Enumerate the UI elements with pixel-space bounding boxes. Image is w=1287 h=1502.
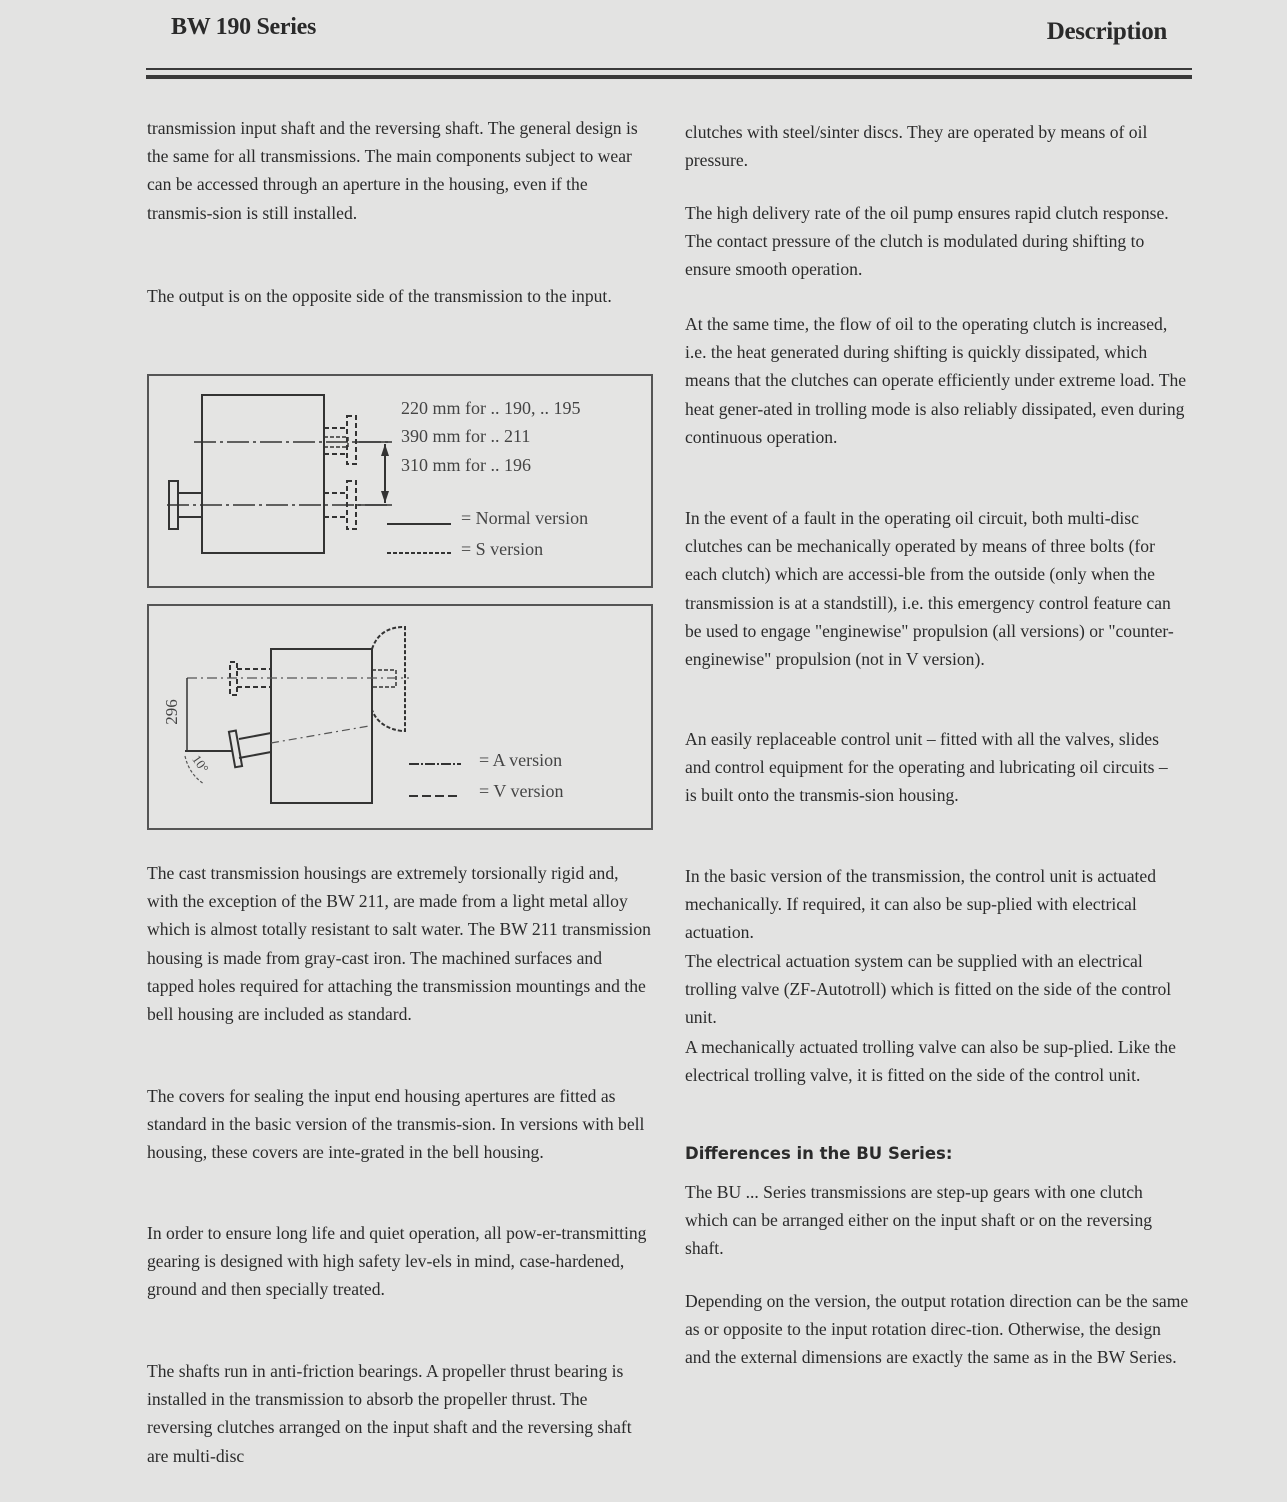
paragraph-electrical-actuation: The electrical actuation system can be supplied with an electrical trolling valve (ZF-Autotroll) which is fitted on the side of the control unit. bbox=[685, 951, 1172, 1028]
bu-series-heading: Differences in the BU Series: bbox=[685, 1144, 953, 1163]
series-title: BW 190 Series bbox=[171, 14, 316, 40]
legend-a-version: = A version bbox=[479, 750, 563, 770]
paragraph-input-shaft: transmission input shaft and the reversing shaft. The general design is the same for all transmissions. The main components subject to wear can be accessed through an aperture in the housing, even if the transmis-sion is still installed. bbox=[147, 118, 638, 223]
figure-version-angles bbox=[147, 604, 653, 830]
angle-label: 10° bbox=[189, 751, 212, 776]
legend-v-version: = V version bbox=[479, 781, 564, 801]
paragraph-control-unit: An easily replaceable control unit – fitted with all the valves, slides and control equipment for the operating and lubricating oil circuits – is built onto the transmis-sion housing. bbox=[685, 729, 1168, 806]
offset-dimension-label: 296 bbox=[161, 699, 181, 725]
figure-shaft-offset bbox=[147, 374, 653, 588]
legend-s-version: = S version bbox=[461, 539, 544, 559]
paragraph-covers: The covers for sealing the input end housing apertures are fitted as standard in the basic version of the transmis-sion. In versions with bell housing, these covers are inte-grated in the bell housing. bbox=[147, 1086, 645, 1163]
paragraph-housing: The cast transmission housings are extremely torsionally rigid and, with the exception of the BW 211, are made from a light metal alloy which is almost totally resistant to salt water. The BW 211 transmission housing is made from gray-cast iron. The machined surfaces and tapped holes required for attaching the transmission mountings and the bell housing are included as standard. bbox=[147, 863, 651, 1025]
section-title: Description bbox=[1046, 18, 1167, 45]
header-rule-thin bbox=[146, 68, 1192, 70]
paragraph-fault: In the event of a fault in the operating oil circuit, both multi-disc clutches can be mechanically operated by means of three bolts (for each clutch) which are accessi-ble from the outside (only when the transmission is at a standstill), i.e. this emergency control feature can be used to engage "enginewise" propulsion (all versions) or "counter-enginewise" propulsion (not in V version). bbox=[685, 508, 1174, 670]
header-rule-thick bbox=[146, 75, 1192, 79]
dimension-label-196: 310 mm for .. 196 bbox=[401, 455, 531, 475]
paragraph-bearings: The shafts run in anti-friction bearings. A propeller thrust bearing is installed in the transmission to absorb the propeller thrust. The reversing clutches arranged on the input shaft and the reversing shaft are multi-disc bbox=[147, 1361, 632, 1466]
paragraph-oil-flow: At the same time, the flow of oil to the operating clutch is increased, i.e. the heat generated during shifting is quickly dissipated, which means that the clutches can operate efficiently under extreme load. The heat gener-ated in trolling mode is also reliably dissipated, even during continuous operation. bbox=[685, 314, 1187, 447]
legend-normal-version: = Normal version bbox=[461, 508, 589, 528]
paragraph-oil-pump: The high delivery rate of the oil pump ensures rapid clutch response. The contact pressure of the clutch is modulated during shifting to ensure smooth operation. bbox=[685, 203, 1169, 280]
paragraph-basic-version: In the basic version of the transmission, the control unit is actuated mechanically. If required, it can also be sup-plied with electrical actuation. bbox=[685, 866, 1157, 943]
dimension-label-211: 390 mm for .. 211 bbox=[401, 426, 531, 446]
paragraph-mechanical-trolling: A mechanically actuated trolling valve can also be sup-plied. Like the electrical trolling valve, it is fitted on the side of the control unit. bbox=[685, 1037, 1176, 1086]
paragraph-clutches: clutches with steel/sinter discs. They are operated by means of oil pressure. bbox=[685, 122, 1148, 171]
paragraph-gearing: In order to ensure long life and quiet operation, all pow-er-transmitting gearing is designed with high safety lev-els in mind, case-hardened, ground and then specially treated. bbox=[147, 1223, 647, 1300]
dimension-label-190-195: 220 mm for .. 190, .. 195 bbox=[401, 398, 581, 418]
paragraph-bu-rotation: Depending on the version, the output rotation direction can be the same as or opposite to the input rotation direc-tion. Otherwise, the design and the external dimensions are exactly the same as in the BW Series. bbox=[685, 1291, 1189, 1368]
paragraph-output: The output is on the opposite side of the transmission to the input. bbox=[147, 286, 612, 306]
version-angles-drawing bbox=[149, 606, 655, 832]
paragraph-bu-step-up: The BU ... Series transmissions are step-up gears with one clutch which can be arranged either on the input shaft or on the reversing shaft. bbox=[685, 1182, 1153, 1259]
